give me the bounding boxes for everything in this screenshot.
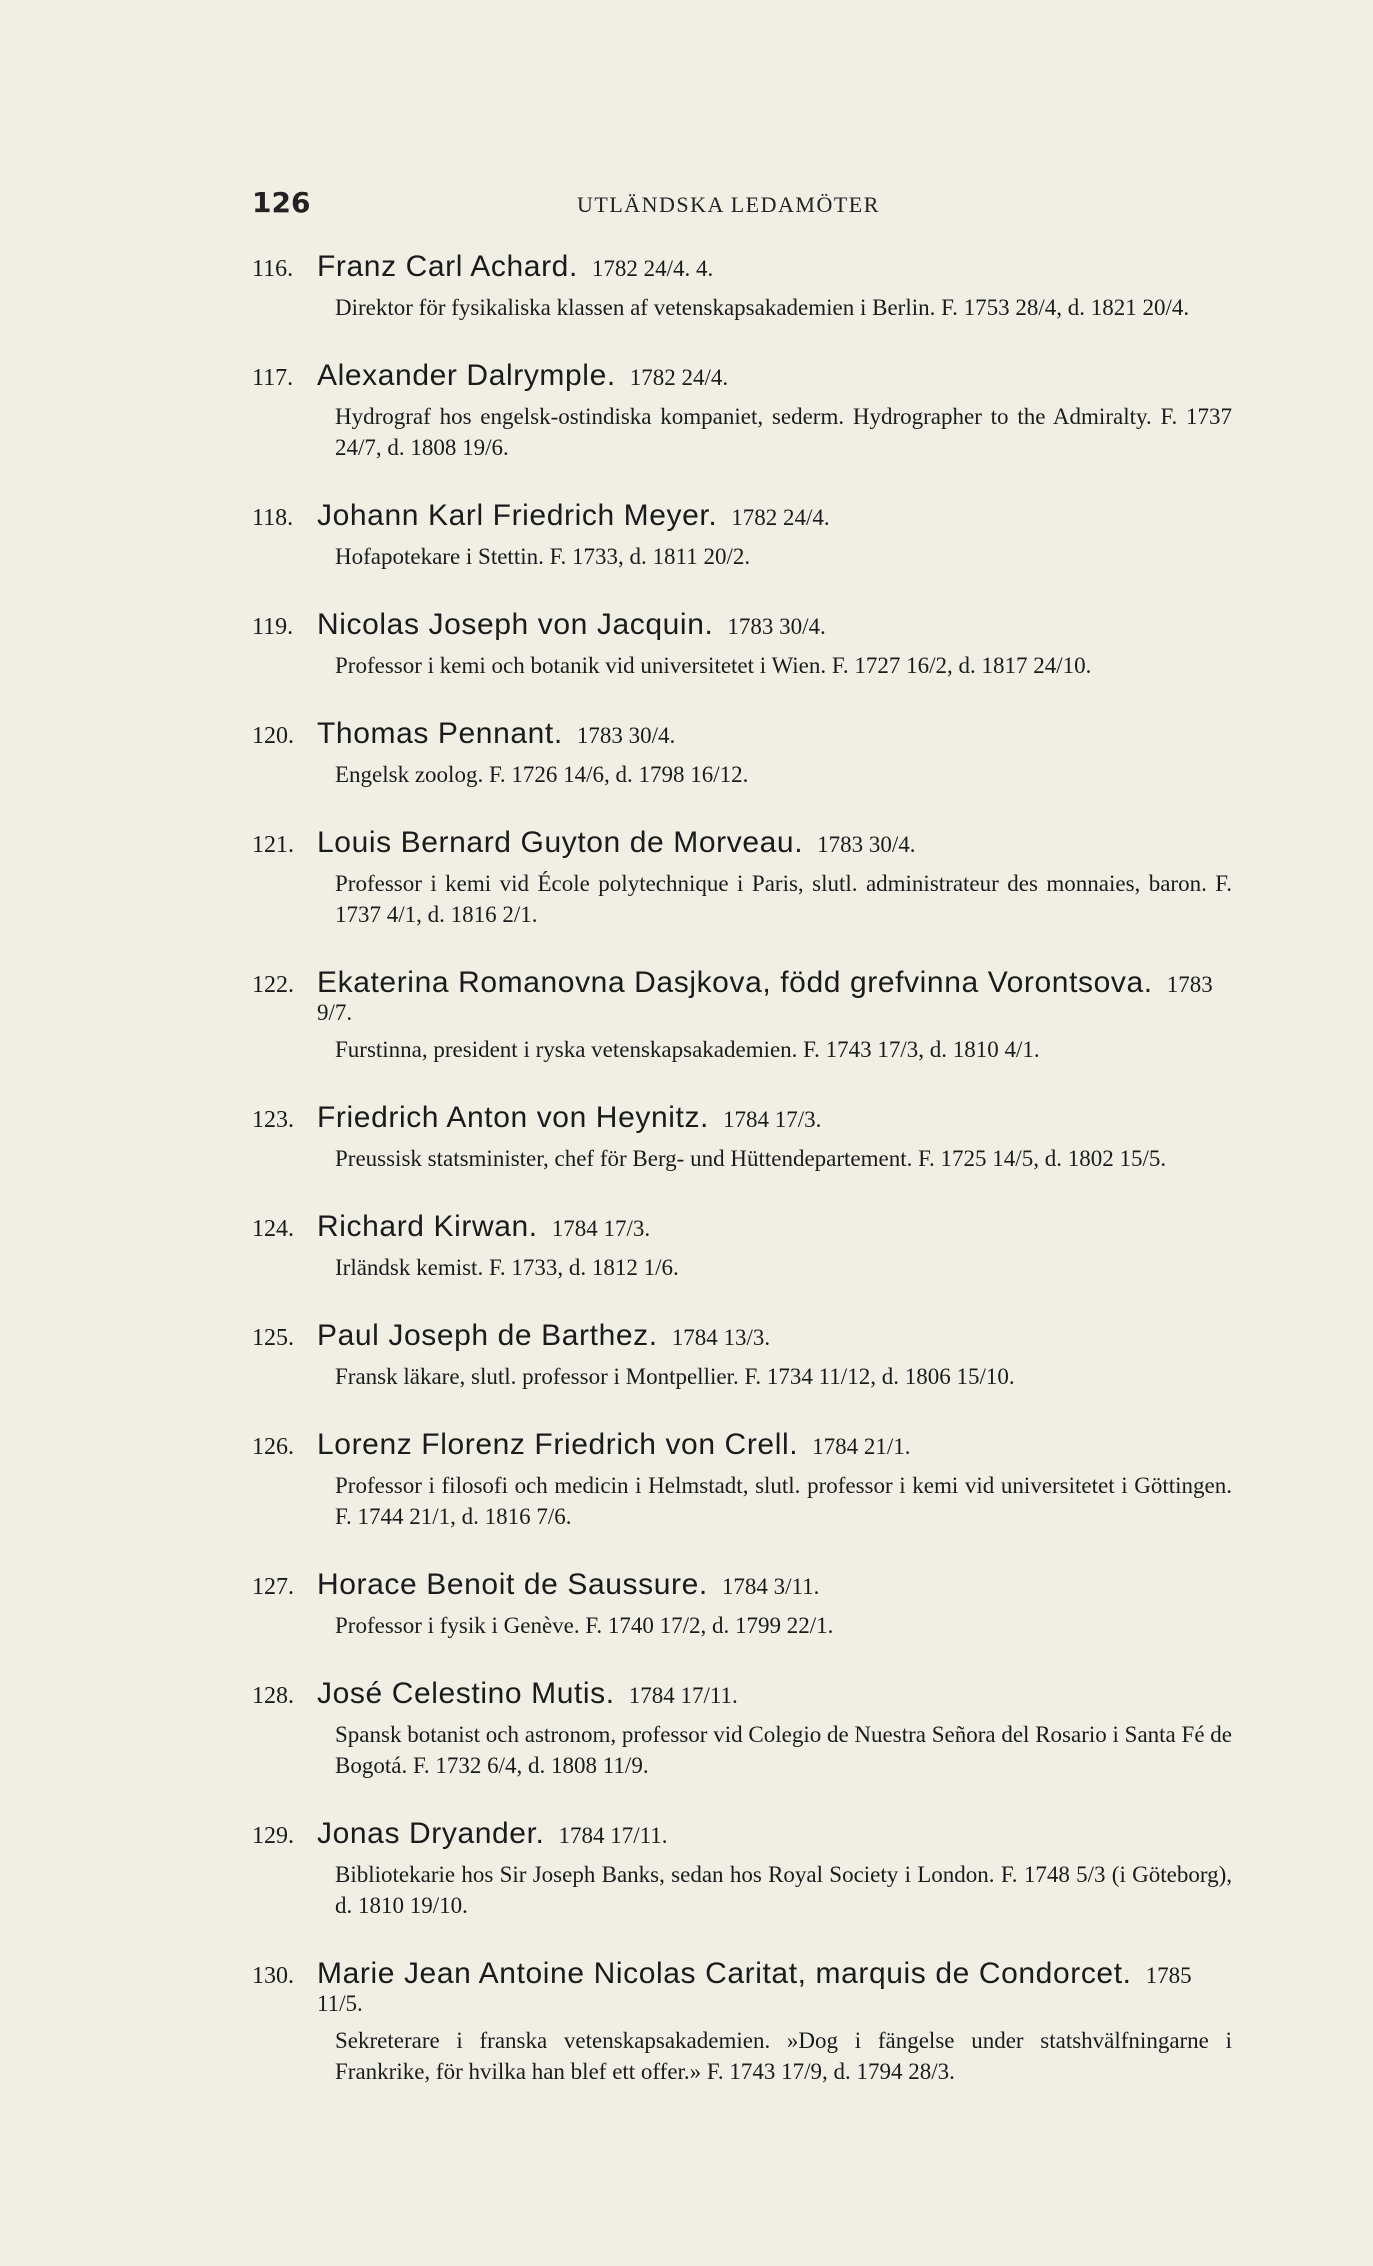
entry-number: 119. bbox=[252, 614, 294, 640]
member-entry bbox=[252, 826, 1232, 930]
entry-description: Professor i kemi och botanik vid universitetet i Wien. F. 1727 16/2, d. 1817 24/10. bbox=[335, 653, 1092, 678]
page-header bbox=[252, 186, 1232, 232]
entry-name: Alexander Dalrymple. bbox=[317, 359, 616, 392]
entry-description: Professor i kemi vid École polytechnique i Paris, slutl. administrateur des monnaies, baron. F. 1737 4/1, d. 1816 2/1. bbox=[335, 871, 1232, 927]
entry-description: Preussisk statsminister, chef för Berg- und Hüttendepartement. F. 1725 14/5, d. 1802 15/5. bbox=[335, 1146, 1167, 1171]
entry-name: Paul Joseph de Barthez. bbox=[317, 1319, 658, 1352]
member-entry bbox=[252, 1101, 1232, 1174]
member-entry bbox=[252, 1957, 1232, 2087]
member-entry bbox=[252, 1319, 1232, 1392]
entry-number: 130. bbox=[252, 1963, 294, 1989]
entry-date: 1784 17/3. bbox=[722, 1107, 822, 1132]
entry-description: Direktor för fysikaliska klassen af vetenskapsakademien i Berlin. F. 1753 28/4, d. 1821 20/4. bbox=[335, 295, 1190, 320]
entry-number: 117. bbox=[252, 365, 294, 391]
entry-name: Johann Karl Friedrich Meyer. bbox=[317, 499, 718, 532]
entry-name: Lorenz Florenz Friedrich von Crell. bbox=[317, 1428, 799, 1461]
entry-date: 1782 24/4. bbox=[731, 505, 830, 530]
member-entry bbox=[252, 499, 1232, 572]
entry-description: Professor i filosofi och medicin i Helmstadt, slutl. professor i kemi vid universitetet i Göttingen. F. 1744 21/1, d. 1816 7/6. bbox=[335, 1473, 1232, 1529]
entry-name: Franz Carl Achard. bbox=[317, 250, 578, 283]
member-entry bbox=[252, 717, 1232, 790]
entry-date: 1783 30/4. bbox=[817, 832, 916, 857]
entry-number: 116. bbox=[252, 256, 294, 282]
entry-description: Spansk botanist och astronom, professor vid Colegio de Nuestra Señora del Rosario i Santa Fé de Bogotá. F. 1732 6/4, d. 1808 11/9. bbox=[335, 1722, 1232, 1778]
running-head: UTLÄNDSKA LEDAMÖTER bbox=[577, 192, 880, 217]
entry-date: 1785 11/5. bbox=[317, 1963, 1192, 2016]
member-entry bbox=[252, 1428, 1232, 1532]
member-entry bbox=[252, 1210, 1232, 1283]
entry-date: 1784 21/1. bbox=[812, 1434, 911, 1459]
member-entry bbox=[252, 966, 1232, 1065]
entry-number: 126. bbox=[252, 1434, 294, 1460]
entry-name: Louis Bernard Guyton de Morveau. bbox=[317, 826, 804, 859]
entry-description: Hydrograf hos engelsk-ostindiska kompaniet, sederm. Hydrographer to the Admiralty. F. 1737 24/7, d. 1808 19/6. bbox=[335, 404, 1232, 460]
entry-number: 121. bbox=[252, 832, 294, 858]
entry-name: Nicolas Joseph von Jacquin. bbox=[317, 608, 714, 641]
entry-number: 128. bbox=[252, 1683, 294, 1709]
entry-date: 1783 30/4. bbox=[576, 723, 676, 748]
member-entry bbox=[252, 359, 1232, 463]
entry-description: Professor i fysik i Genève. F. 1740 17/2, d. 1799 22/1. bbox=[335, 1613, 834, 1638]
entry-description: Hofapotekare i Stettin. F. 1733, d. 1811 20/2. bbox=[335, 544, 751, 569]
entry-description: Irländsk kemist. F. 1733, d. 1812 1/6. bbox=[335, 1255, 679, 1280]
entry-name: José Celestino Mutis. bbox=[317, 1677, 615, 1710]
entry-description: Bibliotekarie hos Sir Joseph Banks, sedan hos Royal Society i London. F. 1748 5/3 (i Göteborg), d. 1810 19/10. bbox=[335, 1862, 1232, 1918]
entry-name: Jonas Dryander. bbox=[317, 1817, 545, 1850]
entry-number: 123. bbox=[252, 1107, 294, 1133]
entry-number: 125. bbox=[252, 1325, 294, 1351]
member-entry bbox=[252, 1817, 1232, 1921]
member-entry bbox=[252, 1677, 1232, 1781]
entry-date: 1784 17/3. bbox=[551, 1216, 651, 1241]
member-entry bbox=[252, 1568, 1232, 1641]
entry-date: 1783 30/4. bbox=[727, 614, 826, 639]
entry-date: 1784 13/3. bbox=[671, 1325, 771, 1350]
entry-number: 124. bbox=[252, 1216, 294, 1242]
entry-name: Richard Kirwan. bbox=[317, 1210, 538, 1243]
entry-date: 1783 9/7. bbox=[317, 972, 1213, 1025]
entry-number: 122. bbox=[252, 972, 294, 998]
entry-number: 120. bbox=[252, 723, 294, 749]
entry-date: 1784 3/11. bbox=[721, 1574, 820, 1599]
member-list bbox=[252, 250, 1232, 2123]
entry-name: Horace Benoit de Saussure. bbox=[317, 1568, 708, 1601]
entry-date: 1784 17/11. bbox=[558, 1823, 668, 1848]
entry-number: 118. bbox=[252, 505, 294, 531]
entry-name: Marie Jean Antoine Nicolas Caritat, marquis de Condorcet. bbox=[317, 1957, 1132, 1990]
member-entry bbox=[252, 250, 1232, 323]
entry-date: 1782 24/4. 4. bbox=[591, 256, 714, 281]
entry-name: Thomas Pennant. bbox=[317, 717, 563, 750]
entry-description: Sekreterare i franska vetenskapsakademien. »Dog i fängelse under statshvälfningarne i Frankrike, för hvilka han blef ett offer.» F. 1743 17/9, d. 1794 28/3. bbox=[335, 2028, 1232, 2084]
entry-date: 1784 17/11. bbox=[628, 1683, 738, 1708]
entry-description: Engelsk zoolog. F. 1726 14/6, d. 1798 16/12. bbox=[335, 762, 749, 787]
entry-number: 129. bbox=[252, 1823, 294, 1849]
entry-number: 127. bbox=[252, 1574, 294, 1600]
entry-date: 1782 24/4. bbox=[629, 365, 729, 390]
member-entry bbox=[252, 608, 1232, 681]
entry-description: Furstinna, president i ryska vetenskapsakademien. F. 1743 17/3, d. 1810 4/1. bbox=[335, 1037, 1040, 1062]
entry-description: Fransk läkare, slutl. professor i Montpellier. F. 1734 11/12, d. 1806 15/10. bbox=[335, 1364, 1015, 1389]
entry-name: Friedrich Anton von Heynitz. bbox=[317, 1101, 709, 1134]
page-number: 126 bbox=[252, 186, 311, 219]
entry-name: Ekaterina Romanovna Dasjkova, född grefvinna Vorontsova. bbox=[317, 966, 1153, 999]
